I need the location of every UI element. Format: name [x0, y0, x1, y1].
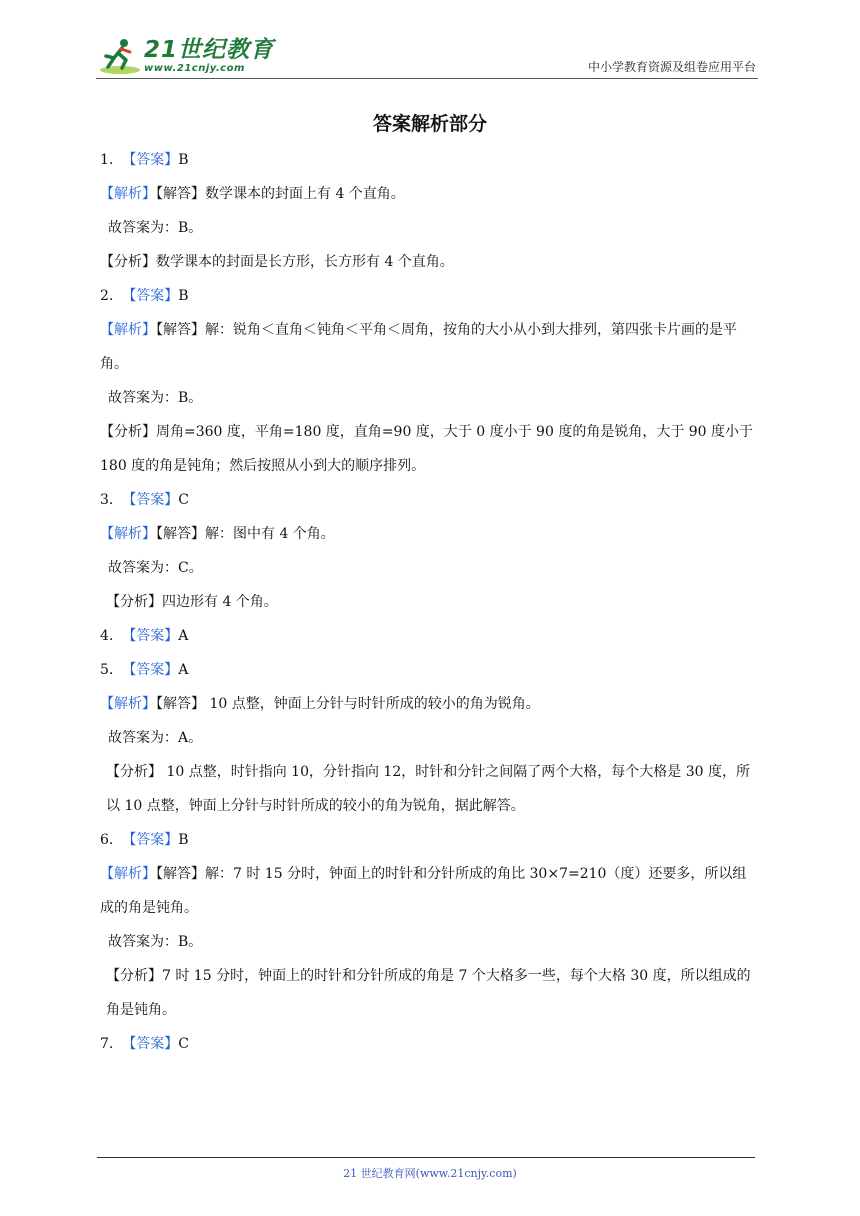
q3-analysis: 【分析】四边形有 4 个角。	[106, 594, 278, 610]
q2-solution: 【解答】解：锐角＜直角＜钝角＜平角＜周角，按角的大小从小到大排列，第四张卡片画的是平角。	[100, 322, 737, 372]
q1-solution-line	[100, 177, 760, 211]
q2-answer-tag: 【答案】	[122, 288, 179, 304]
q1-conclusion: 故答案为：B。	[108, 220, 203, 236]
q6-analysis-tag: 【解析】	[100, 866, 156, 882]
q2-number: 2.	[100, 288, 114, 304]
q3-number: 3.	[100, 492, 114, 508]
q7-answer-tag: 【答案】	[122, 1036, 179, 1052]
q2-answer: B	[178, 288, 189, 304]
q2-analysis: 【分析】周角=360 度，平角=180 度，直角=90 度，大于 0 度小于 90 度的角是锐角，大于 90 度小于 180 度的角是钝角；然后按照从小到大的顺序排列。	[100, 424, 754, 474]
q3-conclusion: 故答案为：C。	[108, 560, 203, 576]
q3-answer-line	[100, 483, 760, 517]
q6-conclusion: 故答案为：B。	[108, 934, 203, 950]
q5-answer-tag: 【答案】	[122, 662, 179, 678]
page-header	[96, 30, 758, 79]
q3-solution: 【解答】解：图中有 4 个角。	[156, 526, 335, 542]
q5-analysis-tag: 【解析】	[100, 696, 156, 712]
q5-solution-line	[100, 687, 760, 721]
q2-conclusion: 故答案为：B。	[108, 390, 203, 406]
q6-solution: 【解答】解：7 时 15 分时，钟面上的时针和分针所成的角比 30×7=210（度）还要多，所以组成的角是钝角。	[100, 866, 747, 916]
q2-solution-line	[100, 313, 760, 381]
answer-content	[100, 143, 760, 1061]
q3-solution-line	[100, 517, 760, 551]
footer-link[interactable]: 21 世纪教育网(www.21cnjy.com)	[343, 1167, 517, 1180]
q3-answer: C	[178, 492, 189, 508]
q4-number: 4.	[100, 628, 114, 644]
q5-analysis: 【分析】 10 点整，时针指向 10，分针指向 12，时针和分针之间隔了两个大格，每个大格是 30 度，所以 10 点整，钟面上分针与时针所成的较小的角为锐角，据此解答。	[106, 764, 750, 814]
q4-answer-line	[100, 619, 760, 653]
platform-name: 中小学教育资源及组卷应用平台	[587, 60, 756, 74]
q5-answer: A	[178, 662, 189, 678]
q2-analysis-tag: 【解析】	[100, 322, 156, 338]
q6-answer: B	[178, 832, 189, 848]
q5-answer-line	[100, 653, 760, 687]
q1-number: 1.	[100, 152, 114, 168]
q6-analysis: 【分析】7 时 15 分时，钟面上的时针和分针所成的角是 7 个大格多一些，每个大格 30 度，所以组成的角是钝角。	[106, 968, 751, 1018]
footer-divider	[97, 1157, 755, 1158]
q1-answer-line	[100, 143, 760, 177]
q1-analysis: 【分析】数学课本的封面是长方形，长方形有 4 个直角。	[100, 254, 454, 270]
q1-answer-tag: 【答案】	[122, 152, 179, 168]
q6-answer-tag: 【答案】	[122, 832, 179, 848]
q6-solution-line	[100, 857, 760, 925]
q1-analysis-tag: 【解析】	[100, 186, 156, 202]
q4-answer: A	[178, 628, 189, 644]
q1-solution: 【解答】数学课本的封面上有 4 个直角。	[156, 186, 405, 202]
site-logo[interactable]	[96, 36, 274, 76]
q1-answer: B	[178, 152, 189, 168]
q5-number: 5.	[100, 662, 114, 678]
q5-solution: 【解答】 10 点整，钟面上分针与时针所成的较小的角为锐角。	[156, 696, 540, 712]
q6-answer-line	[100, 823, 760, 857]
runner-logo-icon	[96, 36, 140, 76]
q6-number: 6.	[100, 832, 114, 848]
q7-answer-line	[100, 1027, 760, 1061]
page-title: 答案解析部分	[372, 113, 487, 135]
logo-url: www.21cnjy.com	[144, 62, 245, 74]
q3-answer-tag: 【答案】	[122, 492, 179, 508]
q3-analysis-tag: 【解析】	[100, 526, 156, 542]
q5-conclusion: 故答案为：A。	[108, 730, 203, 746]
q4-answer-tag: 【答案】	[122, 628, 179, 644]
logo-title: 21世纪教育	[144, 36, 275, 63]
q7-number: 7.	[100, 1036, 114, 1052]
q2-answer-line	[100, 279, 760, 313]
q7-answer: C	[178, 1036, 189, 1052]
